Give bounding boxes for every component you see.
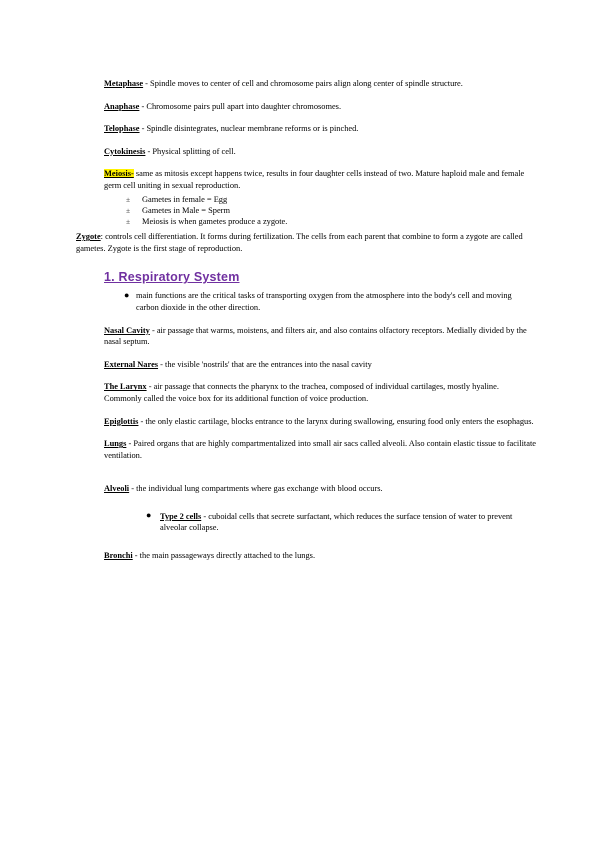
term-epiglottis: Epiglottis	[104, 416, 139, 426]
document-body	[76, 78, 536, 573]
term-zygote: Zygote	[76, 232, 101, 242]
paragraph-zygote	[76, 231, 536, 254]
respiratory-intro-list	[76, 290, 536, 313]
paragraph-lungs	[76, 438, 536, 461]
intro-bullet-text: main functions are the critical tasks of transporting oxygen from the atmosphere into the body's cell and moving carbon dioxide in the other direction.	[136, 291, 512, 312]
term-the-larynx: The Larynx	[104, 382, 147, 392]
paragraph-nasal-cavity	[76, 325, 536, 348]
text-nasal-cavity: - air passage that warms, moistens, and filters air, and also contains olfactory receptors. Medially divided by the nasal septum.	[104, 325, 527, 347]
paragraph-alveoli	[76, 483, 536, 495]
text-zygote: : controls cell differentiation. It forms during fertilization. The cells from each parent that combine to form a zygote are called gametes. Zygote is the first stage of reproduction.	[76, 232, 523, 253]
term-nasal-cavity: Nasal Cavity	[104, 325, 150, 335]
spacer	[76, 472, 536, 483]
section-heading-respiratory-system: 1. Respiratory System	[104, 270, 240, 285]
term-anaphase: Anaphase	[104, 101, 140, 111]
bullet-icon: ●	[146, 510, 152, 521]
meiosis-sub-list	[76, 194, 536, 228]
text-anaphase: - Chromosome pairs pull apart into daughter chromosomes.	[139, 101, 342, 111]
term-meiosis: Meiosis-	[104, 169, 134, 179]
list-item	[76, 194, 536, 205]
paragraph-telophase	[76, 123, 536, 135]
term-telophase: Telophase	[104, 124, 140, 134]
sub-item-text: Meiosis is when gametes produce a zygote.	[142, 216, 288, 226]
list-item	[76, 205, 536, 216]
text-epiglottis: - the only elastic cartilage, blocks entrance to the larynx during swallowing, ensuring food only enters the esophagus.	[138, 416, 534, 426]
paragraph-external-nares	[76, 359, 536, 371]
text-metaphase: - Spindle moves to center of cell and chromosome pairs align along center of spindle structure.	[143, 79, 463, 88]
term-cytokinesis: Cytokinesis	[104, 146, 146, 156]
paragraph-cytokinesis	[76, 146, 536, 158]
sub-item-text: Gametes in Male = Sperm	[142, 205, 230, 215]
term-alveoli: Alveoli	[104, 484, 130, 494]
paragraph-metaphase	[76, 78, 536, 90]
paragraph-anaphase	[76, 101, 536, 113]
text-external-nares: - the visible 'nostrils' that are the entrances into the nasal cavity	[158, 359, 372, 369]
term-external-nares: External Nares	[104, 359, 159, 369]
term-type-2-cells: Type 2 cells	[160, 511, 202, 521]
text-cytokinesis: - Physical splitting of cell.	[145, 146, 236, 156]
term-bronchi: Bronchi	[104, 551, 133, 561]
term-metaphase: Metaphase	[104, 79, 144, 88]
list-item	[76, 290, 536, 313]
plus-minus-icon: ±	[126, 205, 131, 215]
text-type-2-cells: - cuboidal cells that secrete surfactant, which reduces the surface tension of water to prevent alveolar collapse.	[160, 511, 513, 533]
text-the-larynx: - air passage that connects the pharynx to the trachea, composed of individual cartilages, mostly hyaline. Commonly called the voice box for its additional function of voice production.	[104, 382, 499, 403]
text-lungs: - Paired organs that are highly compartmentalized into small air sacs called alveoli. Also contain elastic tissue to facilitate ventilation.	[104, 439, 536, 460]
text-telophase: - Spindle disintegrates, nuclear membrane reforms or is pinched.	[139, 124, 359, 134]
text-alveoli: - the individual lung compartments where gas exchange with blood occurs.	[129, 484, 383, 494]
plus-minus-icon: ±	[126, 194, 131, 204]
paragraph-meiosis	[76, 168, 536, 191]
list-item	[76, 511, 536, 534]
bullet-icon: ●	[124, 289, 130, 300]
text-meiosis: same as mitosis except happens twice, results in four daughter cells instead of two. Mature haploid male and female germ cell uniting in sexual reproduction.	[104, 169, 525, 190]
paragraph-bronchi	[76, 550, 536, 562]
list-item	[76, 216, 536, 227]
plus-minus-icon: ±	[126, 216, 131, 226]
type2cells-list	[76, 511, 536, 534]
term-lungs: Lungs	[104, 439, 127, 449]
text-bronchi: - the main passageways directly attached to the lungs.	[132, 551, 316, 561]
paragraph-epiglottis	[76, 416, 536, 428]
paragraph-the-larynx	[76, 381, 536, 404]
sub-item-text: Gametes in female = Egg	[142, 194, 228, 204]
